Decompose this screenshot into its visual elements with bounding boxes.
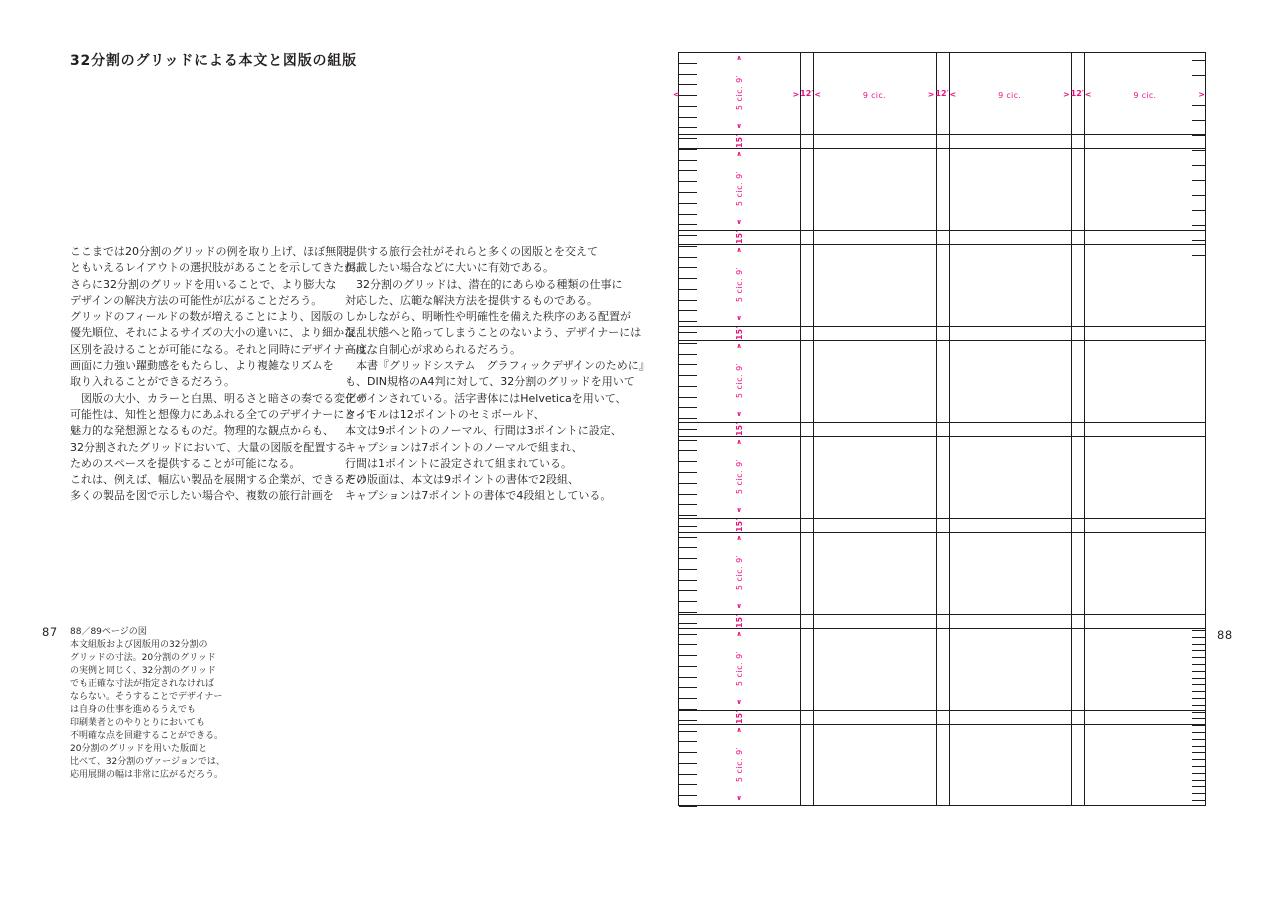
body-text-line: 区別を設けることが可能になる。それと同時にデザイナーは、 [70, 342, 378, 356]
column-gutter-line [1084, 52, 1085, 806]
baseline-tick [679, 784, 697, 785]
baseline-tick [1192, 705, 1205, 706]
dimension-arrow-up: ∧ [736, 342, 742, 350]
figure-caption [70, 626, 225, 782]
baseline-tick [679, 84, 697, 85]
baseline-tick [1192, 644, 1205, 645]
baseline-tick [679, 741, 697, 742]
dimension-arrow-down: ∨ [736, 506, 742, 514]
baseline-tick [1192, 195, 1205, 196]
row-gutter-line [678, 724, 1206, 725]
baseline-tick [1192, 718, 1205, 719]
grid-diagram [673, 52, 1206, 806]
caption-line: 88／89ページの図 [70, 627, 147, 637]
row-height-dimension [722, 631, 756, 706]
grid-top-border [678, 52, 1206, 53]
dimension-arrow-down: ∨ [736, 698, 742, 706]
baseline-tick [679, 117, 697, 118]
caption-line: 不明確な点を回避することができる。 [70, 731, 224, 741]
baseline-tick [679, 106, 697, 107]
baseline-tick [1192, 180, 1205, 181]
column-gutter-line [800, 52, 801, 806]
row-height-label: 5 cic. 9′ [734, 458, 744, 495]
baseline-tick [679, 515, 697, 516]
baseline-tick [679, 192, 697, 193]
baseline-tick [679, 558, 697, 559]
baseline-tick [1192, 732, 1205, 733]
row-gutter-label: 15′ [734, 422, 744, 436]
baseline-tick [679, 450, 697, 451]
dimension-arrow-down: ∨ [736, 314, 742, 322]
body-text-line: キャプションは7ポイントの書体で4段組としている。 [345, 489, 612, 503]
body-text-line: 32分割されたグリッドにおいて、大量の図版を配置する [70, 440, 348, 454]
dimension-arrow-right: > [1063, 90, 1070, 99]
baseline-tick [1192, 725, 1205, 726]
baseline-tick [1192, 739, 1205, 740]
dimension-arrow-left: < [814, 90, 821, 99]
body-text-line: 本文は9ポイントのノーマル、行間は3ポイントに設定、 [345, 424, 622, 438]
body-text-line: 混乱状態へと陥ってしまうことのないよう、デザイナーには [345, 326, 642, 340]
body-text-line: 対応した、広範な解決方法を提供するものである。 [345, 293, 598, 307]
body-text-line: 取り入れることができるだろう。 [70, 375, 235, 389]
row-gutter-label: 15′ [734, 518, 744, 532]
baseline-tick [679, 590, 697, 591]
grid-right-border [1205, 52, 1206, 806]
body-text-line: その版面は、本文は9ポイントの書体で2段組、 [345, 473, 579, 487]
baseline-tick [679, 795, 697, 796]
baseline-tick [679, 170, 697, 171]
row-gutter-line [678, 710, 1206, 711]
caption-line: ならない。そうすることでデザイナー [70, 692, 223, 702]
grid-bottom-border [678, 805, 1206, 806]
body-text-line: 可能性は、知性と想像力にあふれる全てのデザイナーにとって [70, 407, 378, 421]
body-text-line: グリッドのフィールドの数が増えることにより、図版の [70, 310, 344, 324]
baseline-tick [1192, 225, 1205, 226]
baseline-tick [679, 160, 697, 161]
dimension-arrow-up: ∧ [736, 438, 742, 446]
baseline-tick [679, 397, 697, 398]
column-gutter-line [936, 52, 937, 806]
baseline-tick [679, 386, 697, 387]
dimension-arrow-right: > [927, 90, 935, 99]
row-height-label: 5 cic. 9′ [734, 554, 744, 591]
baseline-tick [1192, 752, 1205, 753]
baseline-tick [679, 354, 697, 355]
row-gutter-line [678, 436, 1206, 437]
body-text-line: 多くの製品を図で示したい場合や、複数の旅行計画を [70, 489, 334, 503]
baseline-tick [679, 569, 697, 570]
dimension-arrow-left: < [673, 90, 680, 99]
baseline-tick [1192, 657, 1205, 658]
body-text-line: 高度な自制心が求められるだろう。 [345, 342, 521, 356]
dimension-arrow-up: ∧ [736, 150, 742, 158]
baseline-tick [679, 138, 697, 139]
row-gutter-dimension [722, 134, 756, 148]
baseline-tick [679, 310, 697, 311]
body-column-1 [70, 244, 377, 505]
row-gutter-label: 15′ [734, 710, 744, 724]
body-text-line: 提供する旅行会社がそれらと多くの図版とを交えて [345, 245, 598, 258]
baseline-tick [679, 634, 697, 635]
body-text-line: ためのスペースを提供することが可能になる。 [70, 456, 301, 470]
baseline-tick [679, 472, 697, 473]
baseline-tick [679, 63, 697, 64]
baseline-tick [679, 763, 697, 764]
row-gutter-label: 15′ [734, 230, 744, 244]
row-height-dimension [722, 535, 756, 610]
row-gutter-line [678, 148, 1206, 149]
caption-line: グリッドの寸法。20分割のグリッド [70, 653, 216, 663]
row-gutter-label: 15′ [734, 134, 744, 148]
dimension-arrow-up: ∧ [736, 246, 742, 254]
baseline-tick [679, 752, 697, 753]
column-width-dimension [950, 90, 1070, 100]
baseline-tick [679, 418, 697, 419]
baseline-tick [679, 601, 697, 602]
row-gutter-line [678, 614, 1206, 615]
body-text-line: 図版の大小、カラーと白黒、明るさと暗さの奏でる変化の [70, 391, 367, 405]
baseline-tick [679, 720, 697, 721]
row-gutter-label: 15′ [734, 326, 744, 340]
baseline-tick [1192, 150, 1205, 151]
baseline-tick [679, 289, 697, 290]
baseline-tick [679, 440, 697, 441]
body-text-line: デザインの解決方法の可能性が広がることだろう。 [70, 293, 323, 307]
baseline-tick [679, 52, 697, 53]
row-height-dimension [722, 151, 756, 226]
row-gutter-dimension [722, 518, 756, 532]
body-column-2 [345, 244, 650, 505]
baseline-tick [679, 709, 697, 710]
baseline-tick [679, 332, 697, 333]
row-height-dimension [722, 439, 756, 514]
row-height-label: 5 cic. 9′ [734, 266, 744, 303]
page-number-left: 87 [42, 625, 58, 639]
baseline-tick [1192, 684, 1205, 685]
baseline-tick [679, 375, 697, 376]
baseline-tick [679, 504, 697, 505]
baseline-tick [679, 246, 697, 247]
body-text-line: 掲載したい場合などに大いに有効である。 [345, 261, 554, 275]
body-text-line: タイトルは12ポイントのセミボールド、 [345, 407, 545, 421]
row-height-dimension [722, 55, 756, 130]
caption-line: 本文組版および図版用の32分割の [70, 640, 208, 650]
baseline-tick [679, 214, 697, 215]
baseline-tick [679, 623, 697, 624]
baseline-tick [1192, 630, 1205, 631]
baseline-tick [1192, 637, 1205, 638]
baseline-tick [679, 687, 697, 688]
baseline-tick [679, 580, 697, 581]
body-text-line: 魅力的な発想源となるものだ。物理的な観点からも、 [70, 424, 334, 438]
body-text-line: キャプションは7ポイントのノーマルで組まれ、 [345, 440, 583, 454]
caption-line: は自身の仕事を進めるうえでも [70, 705, 197, 715]
body-text-line: 画面に力強い躍動感をもたらし、より複雑なリズムを [70, 359, 334, 373]
baseline-tick [1192, 786, 1205, 787]
row-height-label: 5 cic. 9′ [734, 170, 744, 207]
dimension-arrow-up: ∧ [736, 54, 742, 62]
page-title: 32分割のグリッドによる本文と図版の組版 [70, 53, 357, 69]
dimension-arrow-down: ∨ [736, 122, 742, 130]
body-text-line: しかしながら、明晰性や明確性を備えた秩序のある配置が [345, 310, 631, 324]
caption-line: でも正確な寸法が指定されなければ [70, 679, 215, 689]
column-width-label: 9 cic. [998, 90, 1022, 100]
baseline-tick [1192, 240, 1205, 241]
baseline-tick [1192, 255, 1205, 256]
baseline-tick [679, 127, 697, 128]
row-height-dimension [722, 247, 756, 322]
row-gutter-line [678, 532, 1206, 533]
baseline-tick [1192, 664, 1205, 665]
baseline-tick [679, 644, 697, 645]
column-gutter-label: 12′ [1070, 89, 1084, 98]
baseline-tick [679, 461, 697, 462]
caption-line: 印刷業者とのやりとりにおいても [70, 718, 206, 728]
baseline-tick [1192, 678, 1205, 679]
body-text-line: ここまでは20分割のグリッドの例を取り上げ、ほぼ無限 [70, 245, 348, 258]
baseline-tick [1192, 691, 1205, 692]
row-gutter-line [678, 230, 1206, 231]
row-gutter-dimension [722, 230, 756, 244]
row-height-dimension [722, 343, 756, 418]
baseline-tick [679, 547, 697, 548]
baseline-tick [1192, 780, 1205, 781]
row-gutter-dimension [722, 614, 756, 628]
baseline-tick [1192, 759, 1205, 760]
baseline-tick [679, 149, 697, 150]
row-gutter-dimension [722, 422, 756, 436]
dimension-arrow-up: ∧ [736, 534, 742, 542]
row-gutter-line [678, 134, 1206, 135]
baseline-tick [679, 698, 697, 699]
baseline-tick [1192, 165, 1205, 166]
caption-line: の実例と同じく、32分割のグリッド [70, 666, 216, 676]
baseline-tick [1192, 746, 1205, 747]
column-width-dimension [1085, 90, 1205, 100]
body-text-line: 本書『グリッドシステム グラフィックデザインのために』 [345, 359, 650, 373]
column-width-label: 9 cic. [1133, 90, 1157, 100]
row-gutter-line [678, 340, 1206, 341]
baseline-tick [679, 300, 697, 301]
page-number-right: 88 [1217, 628, 1233, 642]
row-height-label: 5 cic. 9′ [734, 362, 744, 399]
baseline-tick [679, 612, 697, 613]
baseline-tick [679, 731, 697, 732]
row-height-label: 5 cic. 9′ [734, 746, 744, 783]
baseline-tick [1192, 671, 1205, 672]
baseline-tick [1192, 766, 1205, 767]
caption-line: 応用展開の幅は非常に広がるだろう。 [70, 770, 224, 780]
baseline-tick [1192, 75, 1205, 76]
column-gutter-line [813, 52, 814, 806]
body-text-line: デザインされている。活字書体にはHelveticaを用いて、 [345, 391, 627, 405]
row-gutter-line [678, 518, 1206, 519]
baseline-tick [679, 267, 697, 268]
baseline-tick [679, 364, 697, 365]
baseline-tick [679, 806, 697, 807]
dimension-arrow-down: ∨ [736, 602, 742, 610]
row-gutter-line [678, 628, 1206, 629]
caption-line: 比べて、32分割のヴァージョンでは、 [70, 757, 225, 767]
baseline-tick [679, 655, 697, 656]
baseline-tick [679, 203, 697, 204]
row-gutter-line [678, 422, 1206, 423]
baseline-tick [679, 181, 697, 182]
baseline-tick [679, 666, 697, 667]
body-text-line: 行間は1ポイントに設定されて組まれている。 [345, 456, 572, 470]
baseline-tick [1192, 135, 1205, 136]
column-gutter-line [1071, 52, 1072, 806]
row-gutter-dimension [722, 710, 756, 724]
row-gutter-line [678, 244, 1206, 245]
row-gutter-line [678, 326, 1206, 327]
baseline-tick [679, 407, 697, 408]
baseline-tick [679, 224, 697, 225]
dimension-arrow-left: < [949, 90, 957, 99]
baseline-tick [1192, 712, 1205, 713]
body-text-line: も、DIN規格のA4判に対して、32分割のグリッドを用いて [345, 375, 635, 389]
dimension-arrow-up: ∧ [736, 630, 742, 638]
column-gutter-label: 12′ [935, 89, 949, 98]
caption-line: 20分割のグリッドを用いた版面と [70, 744, 208, 754]
body-text-line: さらに32分割のグリッドを用いることで、より膨大な [70, 277, 337, 291]
baseline-tick [1192, 210, 1205, 211]
body-text-line: これは、例えば、幅広い製品を展開する企業が、できるだけ [70, 473, 367, 487]
dimension-arrow-right: > [792, 90, 800, 99]
column-width-label: 9 cic. [862, 90, 886, 100]
baseline-tick [679, 537, 697, 538]
row-gutter-dimension [722, 326, 756, 340]
dimension-arrow-up: ∧ [736, 726, 742, 734]
baseline-tick [679, 677, 697, 678]
row-height-label: 5 cic. 9′ [734, 74, 744, 111]
baseline-tick [679, 343, 697, 344]
baseline-tick [1192, 120, 1205, 121]
column-gutter-line [949, 52, 950, 806]
row-gutter-label: 15′ [734, 614, 744, 628]
dimension-arrow-right: > [1198, 90, 1205, 99]
row-height-dimension [722, 727, 756, 802]
baseline-tick [679, 321, 697, 322]
body-text-line: 32分割のグリッドは、潜在的にあらゆる種類の仕事に [345, 277, 623, 291]
baseline-tick [1192, 698, 1205, 699]
baseline-tick [679, 526, 697, 527]
baseline-tick [679, 774, 697, 775]
dimension-arrow-down: ∨ [736, 410, 742, 418]
baseline-tick [1192, 60, 1205, 61]
dimension-arrow-left: < [1084, 90, 1092, 99]
baseline-tick [679, 278, 697, 279]
baseline-tick [679, 494, 697, 495]
body-text-line: 優先順位、それによるサイズの大小の違いに、より細かな [70, 326, 356, 340]
dimension-arrow-down: ∨ [736, 218, 742, 226]
column-width-dimension [814, 90, 934, 100]
baseline-tick [1192, 105, 1205, 106]
baseline-tick [1192, 800, 1205, 801]
dimension-arrow-down: ∨ [736, 794, 742, 802]
baseline-tick [1192, 773, 1205, 774]
body-text-line: ともいえるレイアウトの選択肢があることを示してきたが、 [70, 261, 367, 275]
baseline-tick [679, 74, 697, 75]
column-gutter-label: 12′ [800, 89, 814, 98]
baseline-tick [679, 235, 697, 236]
baseline-tick [1192, 793, 1205, 794]
baseline-tick [1192, 650, 1205, 651]
row-height-label: 5 cic. 9′ [734, 650, 744, 687]
baseline-tick [679, 257, 697, 258]
baseline-tick [679, 429, 697, 430]
baseline-tick [679, 483, 697, 484]
